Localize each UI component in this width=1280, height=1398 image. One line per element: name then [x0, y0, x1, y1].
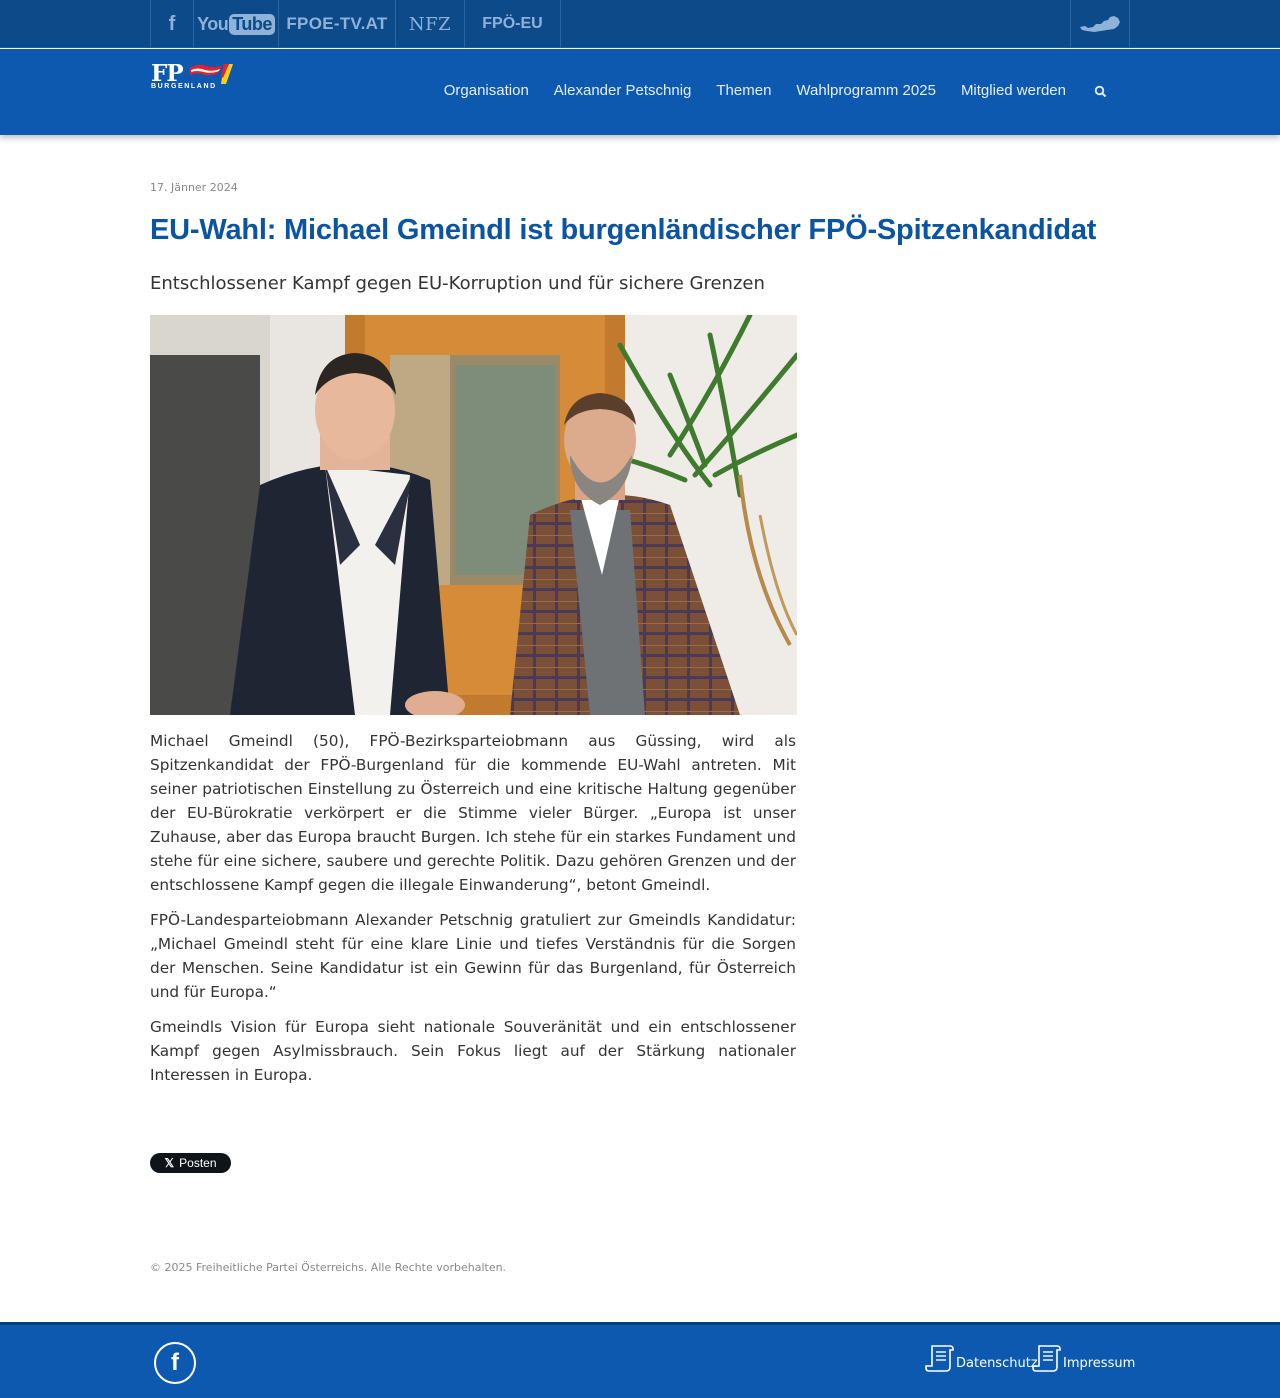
- footer: [0, 1322, 1280, 1398]
- topbar-youtube-link[interactable]: [193, 0, 278, 48]
- main-header: [0, 49, 1280, 135]
- topbar-facebook-link[interactable]: [150, 0, 193, 48]
- nav-item-mitglied-werden[interactable]: Mitglied werden: [960, 82, 1066, 99]
- austria-map-icon: [1079, 14, 1121, 34]
- main-nav: [419, 82, 1108, 99]
- article-paragraph: Gmeindls Vision für Europa sieht nationale Souveränität und ein entschlossener Kampf gegen Asylmissbrauch. Sein Fokus liegt auf der Stärkung nationaler Interessen in Europa.: [150, 1018, 796, 1084]
- nav-item-alexander-petschnig[interactable]: Alexander Petschnig: [553, 82, 692, 99]
- topbar-fpoe-eu-link[interactable]: FPÖ-EU: [464, 0, 561, 48]
- article-photo: [150, 315, 797, 715]
- topbar-austria-link[interactable]: [1070, 0, 1130, 48]
- article-date: 17. Jänner 2024: [150, 181, 238, 194]
- article-title: EU-Wahl: Michael Gmeindl ist burgenländischer FPÖ-Spitzenkandidat: [150, 214, 1097, 246]
- fpoe-burgenland-logo[interactable]: [150, 61, 234, 93]
- top-bar: [0, 0, 1280, 48]
- topbar-nfz-link[interactable]: NFZ: [395, 0, 464, 48]
- x-post-button[interactable]: [150, 1153, 231, 1173]
- document-icon: [1031, 1342, 1063, 1374]
- article-paragraph: Michael Gmeindl (50), FPÖ-Bezirksparteiobmann aus Güssing, wird als Spitzenkandidat der FPÖ-Burgenland für die kommende EU-Wahl antreten. Mit seiner patriotischen Einstellung zu Österreich und eine kritische Haltung gegenüber der EU-Bürokratie verkörpert er die Stimme vieler Bürger. „Europa ist unser Zuhause, aber das Europa braucht Burgen. Ich stehe für ein starkes Fundament und stehe für eine sichere, saubere und gerechte Politik. Dazu gehören Grenzen und der entschlossene Kampf gegen die illegale Einwanderung“, betont Gmeindl.: [150, 732, 796, 894]
- footer-impressum-label: Impressum: [1063, 1356, 1136, 1371]
- search-button[interactable]: [1094, 84, 1108, 98]
- article-subtitle: Entschlossener Kampf gegen EU-Korruption und für sichere Grenzen: [150, 273, 765, 294]
- copyright-text: © 2025 Freiheitliche Partei Österreichs. Alle Rechte vorbehalten.: [150, 1261, 507, 1274]
- document-icon: [924, 1342, 956, 1374]
- logo-subtitle: BURGENLAND: [151, 83, 217, 90]
- topbar-fpoe-tv-link[interactable]: FPOE-TV.AT: [278, 0, 395, 48]
- top-bar-links: [150, 0, 1130, 48]
- photo-illustration: [150, 315, 797, 715]
- youtube-logo-tube: Tube: [229, 14, 275, 35]
- x-post-label: Posten: [179, 1156, 217, 1170]
- nav-item-themen[interactable]: Themen: [716, 82, 772, 99]
- facebook-icon: f: [171, 1349, 179, 1376]
- article-paragraph: FPÖ-Landesparteiobmann Alexander Petschnig gratuliert zur Gmeindls Kandidatur: „Michael Gmeindl steht für eine klare Linie und tiefes Verständnis für die Sorgen der Menschen. Seine Kandidatur ist ein Gewinn für das Burgenland, für Österreich und für Europa.“: [150, 911, 796, 1001]
- article-body: [150, 729, 796, 1098]
- nav-item-organisation[interactable]: Organisation: [443, 82, 529, 99]
- footer-datenschutz-link[interactable]: [924, 1342, 1038, 1374]
- nav-item-wahlprogramm-2025[interactable]: Wahlprogramm 2025: [796, 82, 936, 99]
- logo-text: FP: [151, 60, 183, 87]
- footer-datenschutz-label: Datenschutz: [956, 1356, 1038, 1371]
- x-logo-icon: 𝕏: [164, 1156, 175, 1170]
- footer-facebook-link[interactable]: [154, 1342, 196, 1384]
- footer-impressum-link[interactable]: [1031, 1342, 1135, 1374]
- youtube-logo-you: You: [197, 13, 229, 34]
- facebook-icon: f: [168, 12, 176, 35]
- search-icon: [1094, 85, 1108, 99]
